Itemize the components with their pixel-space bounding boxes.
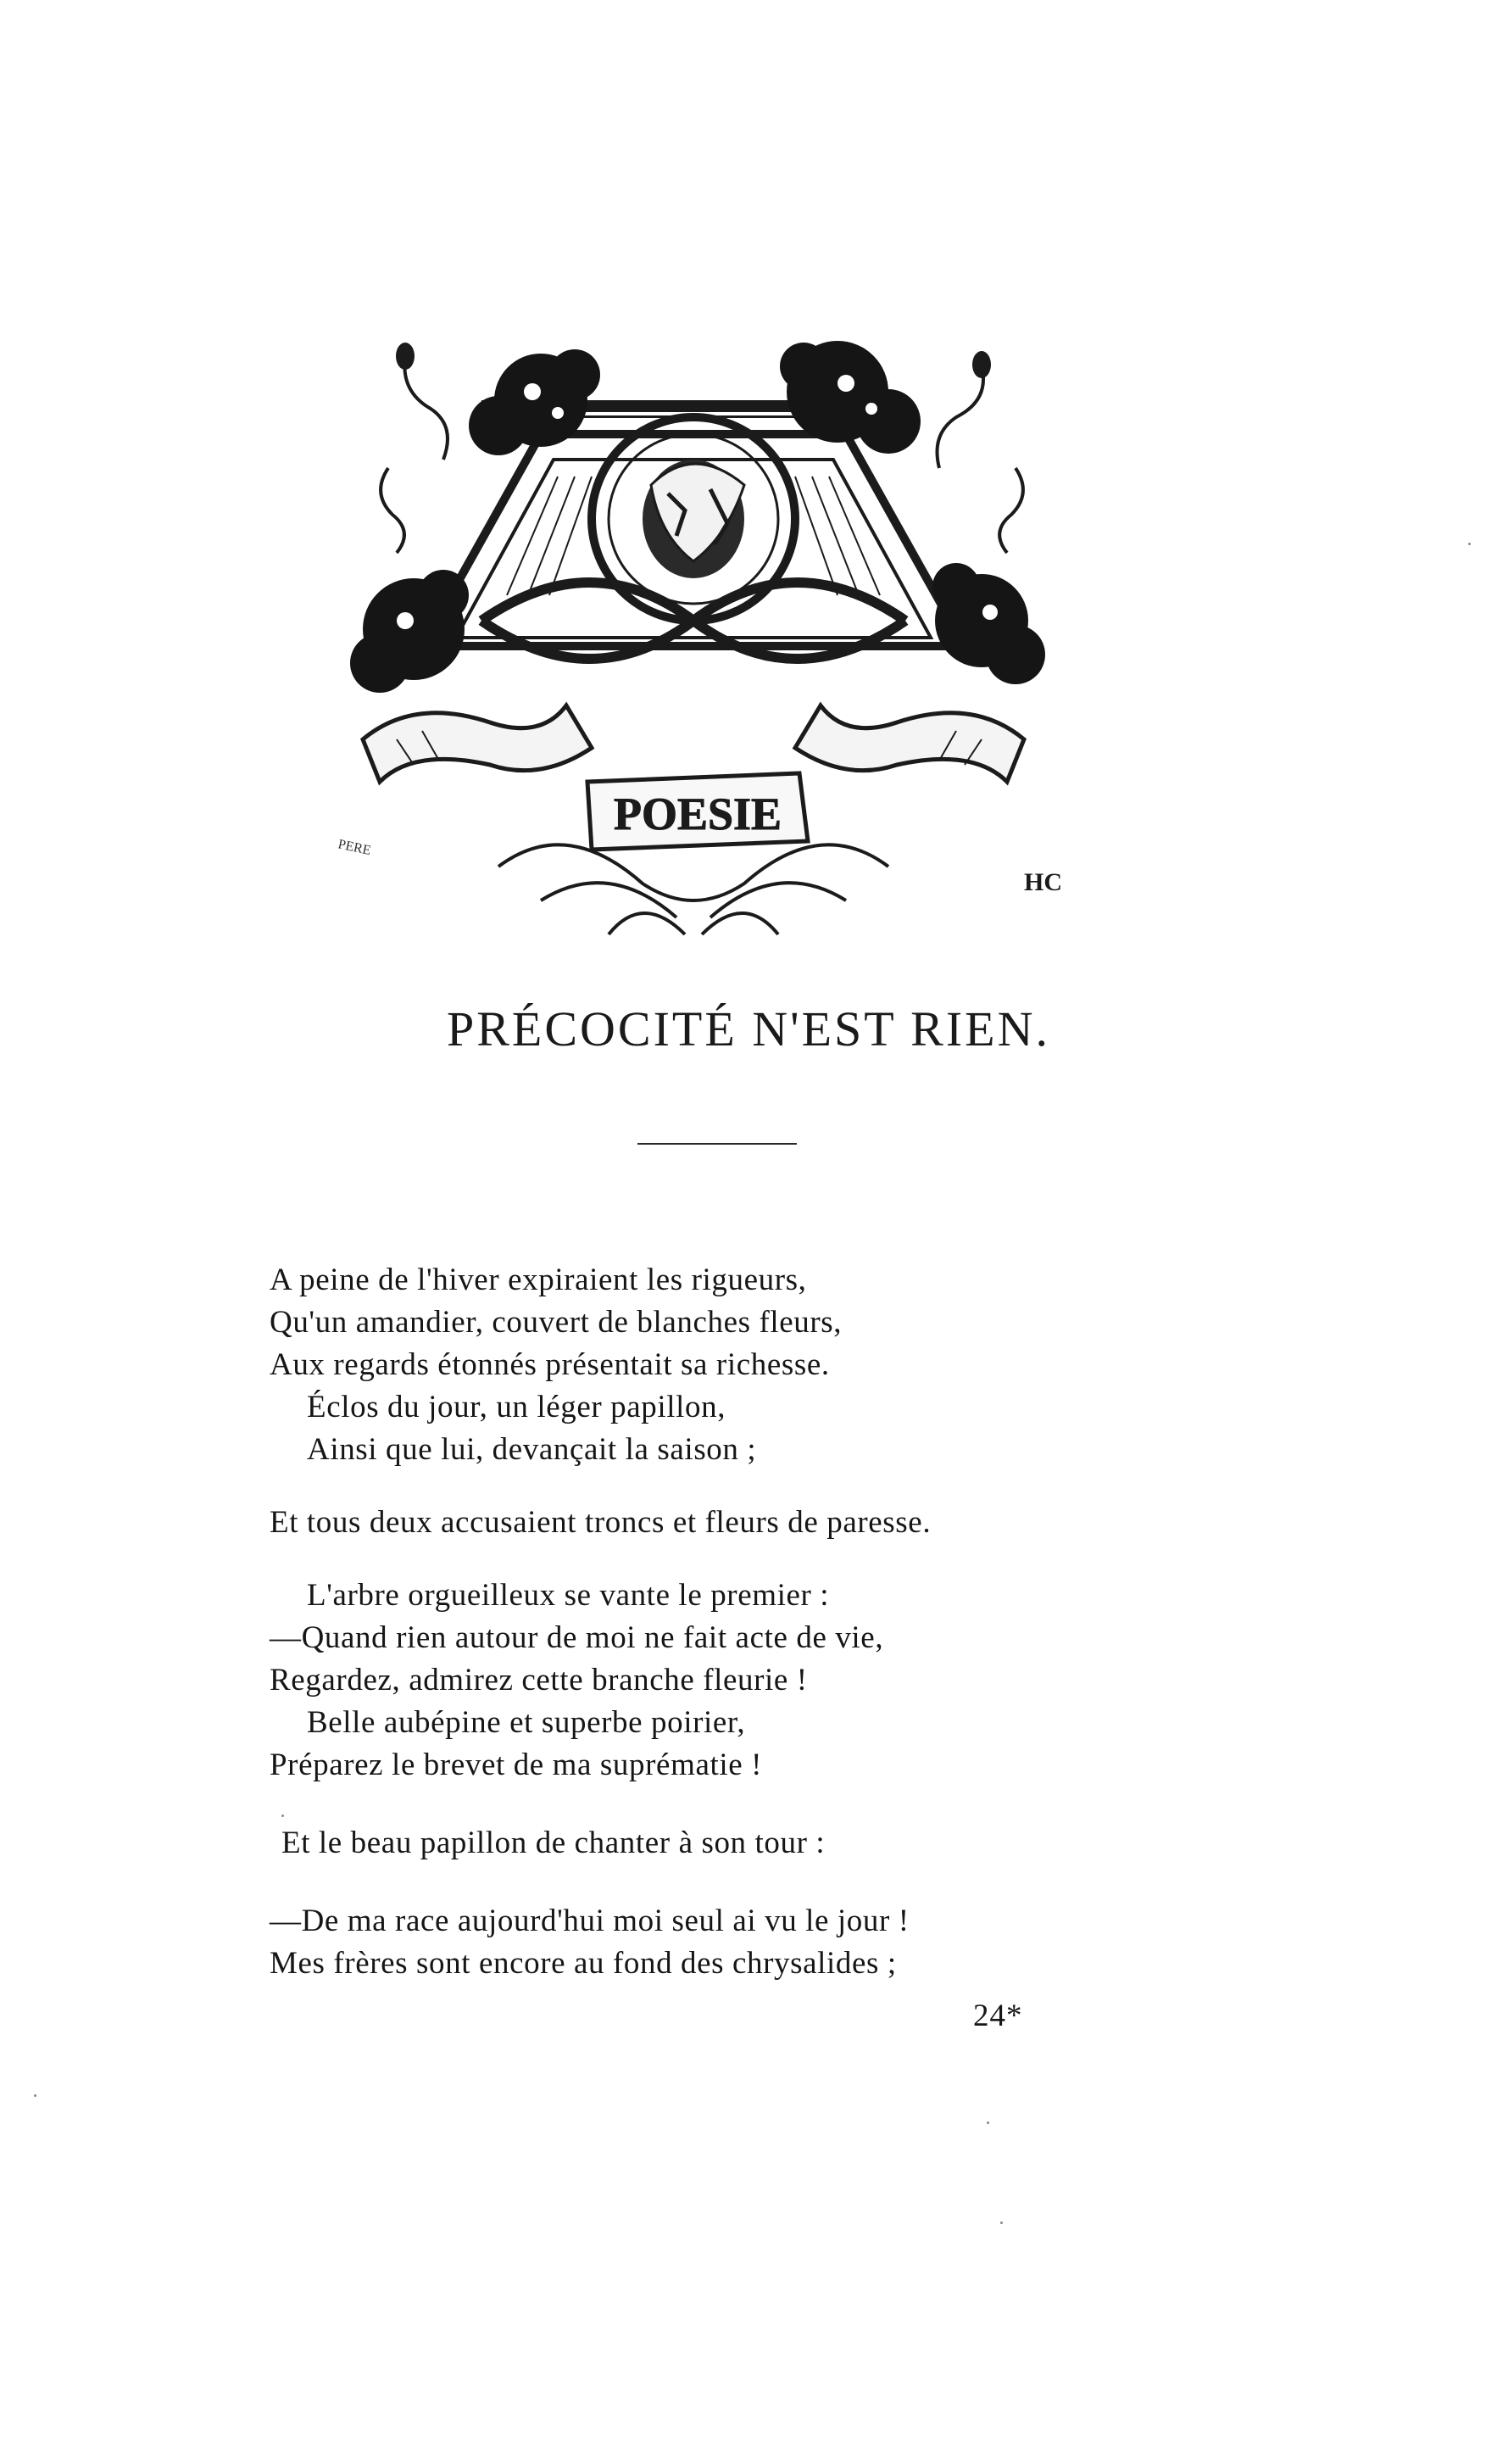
poem-line: —De ma race aujourd'hui moi seul ai vu le jour ! [270, 1904, 910, 1938]
poem-title: PRÉCOCITÉ N'EST RIEN. [446, 1001, 1051, 1056]
poem-line: A peine de l'hiver expiraient les rigueurs, [270, 1263, 807, 1297]
poem-line: Éclos du jour, un léger papillon, [307, 1390, 726, 1424]
ornament-engraving [287, 341, 1100, 951]
poem-line: Belle aubépine et superbe poirier, [307, 1705, 746, 1740]
poesie-vignette [287, 341, 1100, 951]
poem-line: Regardez, admirez cette branche fleurie ! [270, 1663, 808, 1697]
poem-line: Ainsi que lui, devançait la saison ; [307, 1432, 757, 1467]
engraver-mark: PERE [337, 837, 372, 859]
poem-line: Préparez le brevet de ma suprématie ! [270, 1748, 763, 1782]
poem-line: Mes frères sont encore au fond des chrysalides ; [270, 1946, 897, 1981]
poem-line: Qu'un amandier, couvert de blanches fleurs, [270, 1305, 843, 1340]
poem-line: —Quand rien autour de moi ne fait acte de vie, [270, 1620, 884, 1655]
poem-line: L'arbre orgueilleux se vante le premier : [307, 1578, 830, 1613]
banner-text: POESIE [613, 789, 782, 839]
monogram: HC [1024, 868, 1062, 896]
poem-line: Et tous deux accusaient troncs et fleurs de paresse. [270, 1505, 932, 1540]
poem-line: Aux regards étonnés présentait sa richesse. [270, 1347, 830, 1382]
title-divider [637, 1143, 797, 1145]
page-number: 24* [973, 1999, 1023, 2033]
poem-line: Et le beau papillon de chanter à son tour : [281, 1826, 826, 1860]
